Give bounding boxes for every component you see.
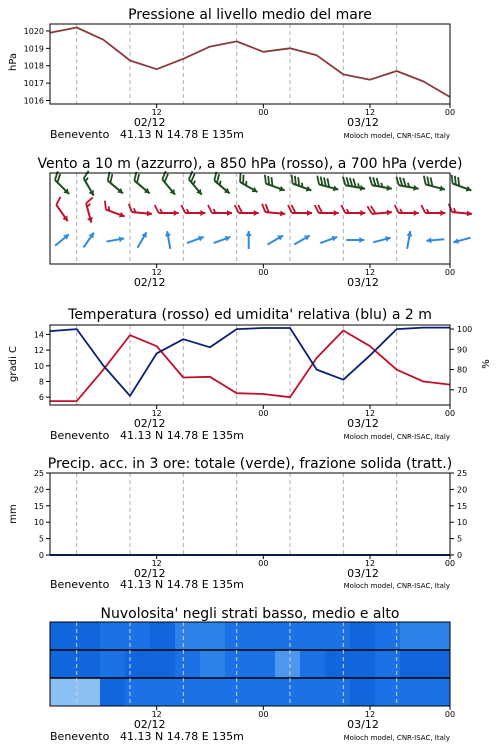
y-tick-label: 20 <box>457 485 468 495</box>
cloud-cell <box>300 650 326 678</box>
station-name: Benevento <box>50 128 110 141</box>
wind-barb-700hpa <box>184 171 208 196</box>
x-tick-label: 12 <box>364 268 376 277</box>
wind-barb-10m <box>404 231 413 250</box>
wind-barb-tip <box>467 210 473 216</box>
wind-barb-10m <box>346 237 364 243</box>
model-credit: Moloch model, CNR-ISAC, Italy <box>343 433 450 441</box>
x-tick-label: 12 <box>364 710 376 719</box>
wind-barb-10m <box>373 235 392 245</box>
cloud-cell <box>175 650 201 678</box>
wind-barb-700hpa <box>235 173 261 195</box>
cloud-cell <box>175 622 201 650</box>
wind-barb-700hpa <box>341 177 367 192</box>
wind-barb-700hpa <box>209 172 234 196</box>
y-tick-label: 15 <box>33 501 44 511</box>
x-tick-label: 00 <box>444 409 456 418</box>
y-tick-label: 100 <box>457 325 473 335</box>
wind-barb-10m <box>164 231 173 250</box>
y-tick-label: 70 <box>457 385 468 395</box>
wind-barb-tip <box>200 210 205 216</box>
pressure-line <box>50 28 450 98</box>
wind-barb-tip <box>227 210 232 216</box>
wind-barb-tip <box>89 190 97 197</box>
humidity-yticks <box>450 325 472 395</box>
cloud-cell <box>50 622 76 650</box>
wind-barb-10m <box>319 234 338 246</box>
wind-barb-feather <box>155 205 159 213</box>
wind-barb-10m <box>81 231 96 249</box>
cloud-cell <box>325 678 351 706</box>
wind-barb-tip <box>360 210 365 216</box>
station-coords: 41.13 N 14.78 E 135m <box>120 578 244 591</box>
x-tick-label: 12 <box>151 710 162 719</box>
pressure-ylabel: hPa <box>8 52 19 72</box>
pressure-series <box>50 27 450 97</box>
wind-barb-700hpa <box>421 176 447 193</box>
cloud-xticks <box>134 706 455 731</box>
wind-barb-10m <box>426 236 444 244</box>
wind-barb-700hpa <box>79 171 101 197</box>
station-coords: 41.13 N 14.78 E 135m <box>120 128 244 141</box>
wind-barb-feather <box>102 201 108 210</box>
temp-title: Temperatura (rosso) ed umidita' relativa (blu) a 2 m <box>68 307 432 323</box>
y-tick-label: 0 <box>38 551 44 560</box>
cloud-cell <box>100 650 126 678</box>
y-tick-label: 12 <box>33 346 44 356</box>
wind-barb-700hpa <box>50 171 75 196</box>
precip-frame <box>50 473 450 555</box>
x-tick-label: 00 <box>444 108 456 117</box>
y-tick-label: 1019 <box>23 44 44 54</box>
precip-yticks <box>34 469 50 560</box>
wind-barb-850hpa <box>261 204 286 217</box>
x-date-label: 03/12 <box>347 116 379 129</box>
cloud-cell <box>325 650 351 678</box>
wind-barb-700hpa <box>129 172 154 196</box>
wind-barb-tip <box>280 210 286 216</box>
cloud-cell <box>250 678 276 706</box>
cloud-panel <box>50 606 455 743</box>
cloud-cell <box>50 650 76 678</box>
cloud-cell <box>150 622 176 650</box>
pressure-grid <box>77 24 397 104</box>
wind-barb-10m <box>266 233 285 247</box>
y-tick-label: 25 <box>33 469 44 478</box>
x-date-label: 03/12 <box>347 718 379 731</box>
wind-barb-700hpa <box>448 175 474 194</box>
x-tick-label: 00 <box>444 710 456 719</box>
wind-barb-850hpa <box>315 205 339 216</box>
cloud-cell <box>150 650 176 678</box>
y-tick-label: 25 <box>457 469 468 478</box>
wind-barb-10m <box>293 233 312 247</box>
x-tick-label: 00 <box>444 559 456 568</box>
cloud-cell <box>75 650 101 678</box>
cloud-cell <box>350 650 376 678</box>
model-credit: Moloch model, CNR-ISAC, Italy <box>343 734 450 742</box>
wind-barb-850hpa <box>82 197 99 223</box>
pressure-panel <box>8 7 455 141</box>
x-tick-label: 12 <box>151 108 162 117</box>
cloud-cell <box>150 678 176 706</box>
y-tick-label: 8 <box>38 377 44 387</box>
cloud-cell <box>350 678 376 706</box>
y-tick-label: 10 <box>33 518 44 528</box>
wind-barb-700hpa <box>157 171 181 196</box>
station-coords: 41.13 N 14.78 E 135m <box>120 429 244 442</box>
cloud-cell <box>200 650 226 678</box>
x-date-label: 02/12 <box>133 116 166 129</box>
x-date-label: 02/12 <box>133 567 166 580</box>
station-coords: 41.13 N 14.78 E 135m <box>120 730 244 743</box>
wind-barb-tip <box>440 210 445 216</box>
wind-barb-850hpa <box>101 201 127 220</box>
cloud-cell <box>350 622 376 650</box>
cloud-cell <box>275 622 301 650</box>
y-tick-label: 14 <box>33 330 44 340</box>
pressure-xticks <box>134 104 455 129</box>
cloud-cell <box>75 622 101 650</box>
pressure-yticks <box>24 27 50 106</box>
x-tick-label: 00 <box>258 559 269 568</box>
cloud-cell <box>175 678 201 706</box>
wind-arrow-head <box>277 233 284 241</box>
cloud-cell <box>400 622 426 650</box>
wind-barb-tip <box>307 210 312 216</box>
cloud-cell <box>200 678 226 706</box>
temp-humidity-panel <box>8 307 492 442</box>
y-tick-label: 5 <box>457 534 463 544</box>
x-date-label: 02/12 <box>133 276 166 289</box>
temp-yticks <box>34 330 50 402</box>
wind-arrow-head <box>359 237 364 243</box>
cloud-cell <box>125 622 151 650</box>
wind-barb-tip <box>147 210 153 216</box>
y-tick-label: 10 <box>457 518 468 528</box>
cloud-cell <box>225 622 251 650</box>
x-tick-label: 12 <box>151 268 162 277</box>
cloud-title: Nuvolosita' negli strati basso, medio e alto <box>100 606 400 622</box>
y-tick-label: 6 <box>38 393 44 403</box>
wind-barb-850hpa <box>288 205 312 216</box>
cloud-cell <box>100 678 126 706</box>
wind-barb-700hpa <box>368 177 394 192</box>
cloud-cell <box>400 650 426 678</box>
x-tick-label: 00 <box>444 268 456 277</box>
wind-arrow-head <box>426 237 432 243</box>
wind-barb-850hpa <box>448 204 473 217</box>
wind-barb-feather <box>54 197 63 205</box>
wind-barb-tip <box>254 210 259 216</box>
precip-ylabel: mm <box>8 504 19 524</box>
x-tick-label: 12 <box>364 559 376 568</box>
wind-barb-850hpa <box>181 205 205 216</box>
y-tick-label: 90 <box>457 345 468 355</box>
precip-yticks-right <box>450 469 467 560</box>
y-tick-label: 1020 <box>23 26 44 36</box>
cloud-cell <box>400 678 426 706</box>
x-tick-label: 00 <box>258 710 269 719</box>
y-tick-label: 20 <box>33 485 44 495</box>
wind-barb-feather <box>421 205 425 213</box>
cloud-cell <box>425 622 451 650</box>
cloud-cell <box>300 622 326 650</box>
wind-barb-tip <box>174 210 179 216</box>
temperature-line <box>50 331 450 402</box>
x-tick-label: 00 <box>258 268 269 277</box>
wind-barb-10m <box>213 234 232 246</box>
x-tick-label: 12 <box>151 559 162 568</box>
pressure-title: Pressione al livello medio del mare <box>128 7 372 23</box>
temp-ylabel: gradi C <box>8 346 19 382</box>
wind-barb-850hpa <box>367 204 392 217</box>
wind-barb-850hpa <box>421 205 445 216</box>
wind-barb-tip <box>334 210 339 216</box>
wind-barb-10m <box>186 234 205 246</box>
x-tick-label: 00 <box>258 108 269 117</box>
y-tick-label: 15 <box>457 501 468 511</box>
wind-arrow-head <box>141 231 149 238</box>
wind-barb-tip <box>252 187 259 195</box>
wind-barb-850hpa <box>395 205 419 216</box>
y-tick-label: 1018 <box>23 61 44 71</box>
x-date-label: 03/12 <box>347 276 379 289</box>
precip-grid <box>77 473 397 555</box>
wind-barb-10m <box>135 231 149 250</box>
temp-humidity-series <box>50 328 450 402</box>
pressure-frame <box>50 24 450 104</box>
x-date-label: 03/12 <box>347 567 379 580</box>
y-tick-label: 1016 <box>23 96 44 106</box>
cloud-cell <box>250 622 276 650</box>
y-tick-label: 1017 <box>23 79 44 89</box>
y-tick-label: 5 <box>38 534 44 544</box>
y-tick-label: 0 <box>457 551 463 560</box>
cloud-cell <box>325 622 351 650</box>
wind-barb-10m <box>53 232 71 248</box>
cloud-cell <box>250 650 276 678</box>
wind-barb-700hpa <box>288 175 314 194</box>
cloud-cell <box>425 678 451 706</box>
wind-barb-700hpa <box>103 172 128 196</box>
wind-barb-850hpa <box>52 197 75 223</box>
wind-barb-850hpa <box>341 205 365 216</box>
wind-barb-10m <box>246 231 252 249</box>
x-tick-label: 12 <box>364 108 376 117</box>
temp-xticks <box>134 405 455 430</box>
wind-barb-850hpa <box>155 205 179 216</box>
cloud-cell <box>275 678 301 706</box>
wind-arrow-head <box>246 231 252 236</box>
wind-arrow-head <box>304 233 311 241</box>
cloud-cell <box>225 650 251 678</box>
wind-barb-700hpa <box>394 177 420 192</box>
cloud-cell <box>300 678 326 706</box>
x-date-label: 03/12 <box>347 417 379 430</box>
model-credit: Moloch model, CNR-ISAC, Italy <box>343 132 450 140</box>
precip-title: Precip. acc. in 3 ore: totale (verde), frazione solida (tratt.) <box>47 456 453 472</box>
x-date-label: 02/12 <box>133 718 166 731</box>
x-tick-label: 12 <box>364 409 376 418</box>
precip-xticks <box>134 555 455 580</box>
cloud-cell <box>225 678 251 706</box>
cloud-cell <box>275 650 301 678</box>
cloud-cell <box>50 678 76 706</box>
wind-barb-850hpa <box>235 205 259 216</box>
cloud-cells <box>50 622 451 706</box>
x-date-label: 02/12 <box>133 417 166 430</box>
precip-panel <box>8 456 467 591</box>
wind-barb-700hpa <box>261 175 287 194</box>
cloud-cell <box>125 678 151 706</box>
station-name: Benevento <box>50 429 110 442</box>
cloud-cell <box>75 678 101 706</box>
wind-barb-10m <box>106 235 125 244</box>
wind-barbs <box>50 171 474 250</box>
cloud-cell <box>125 650 151 678</box>
cloud-cell <box>100 622 126 650</box>
x-tick-label: 12 <box>151 409 162 418</box>
wind-xticks <box>134 264 455 289</box>
cloud-cell <box>200 622 226 650</box>
wind-barb-700hpa <box>314 176 340 193</box>
wind-barb-10m <box>453 235 472 245</box>
x-tick-label: 00 <box>258 409 269 418</box>
wind-barb-feather <box>208 205 212 213</box>
station-name: Benevento <box>50 578 110 591</box>
y-tick-label: 80 <box>457 365 468 375</box>
wind-barb-850hpa <box>128 204 153 217</box>
wind-barb-tip <box>387 209 393 215</box>
wind-title: Vento a 10 m (azzurro), a 850 hPa (rosso), a 700 hPa (verde) <box>37 156 463 172</box>
station-name: Benevento <box>50 730 110 743</box>
humidity-ylabel: % <box>481 359 492 369</box>
model-credit: Moloch model, CNR-ISAC, Italy <box>343 582 450 590</box>
wind-barb-feather <box>85 197 94 203</box>
cloud-cell <box>425 650 451 678</box>
wind-barb-850hpa <box>208 205 232 216</box>
wind-barb-tip <box>414 210 419 216</box>
wind-panel <box>37 156 474 289</box>
y-tick-label: 10 <box>33 361 44 371</box>
